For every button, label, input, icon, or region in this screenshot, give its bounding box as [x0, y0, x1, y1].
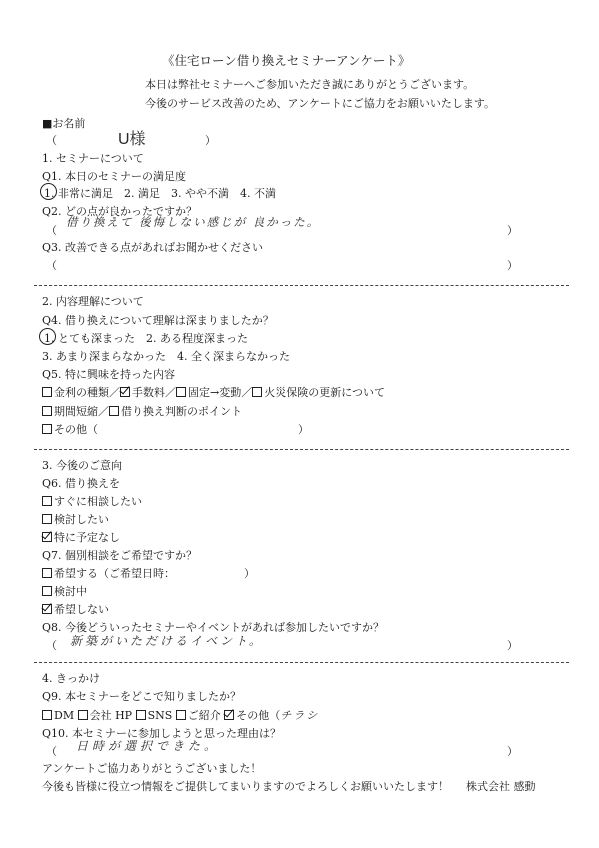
q3-paren-open: （	[46, 259, 57, 272]
q2-paren-open: （	[46, 224, 57, 237]
name-label: ■お名前	[42, 117, 86, 130]
company-name: 株式会社 感動	[466, 780, 536, 793]
q6-option-no-plan	[42, 531, 120, 544]
q5-checkbox-fixed-variable[interactable]	[176, 387, 186, 397]
q9-label-referral: ご紹介	[187, 709, 221, 722]
q10-text: Q10. 本セミナーに参加しようと思った理由は？	[42, 727, 282, 740]
q7-option-considering	[42, 585, 87, 598]
q7-label-want: 希望する（ご希望日時：	[54, 567, 175, 580]
q10-paren-close: ）	[507, 745, 518, 758]
intro-line-1: 本日は弊社セミナーへご参加いただき誠にありがとうございます。	[145, 78, 475, 91]
q9-checkbox-dm[interactable]	[42, 710, 52, 720]
q9-options-row	[42, 709, 319, 722]
divider-1	[34, 285, 569, 286]
closing-text: 今後も皆様に役立つ情報をご提供してまいりますのでよろしくお願いいたします！	[42, 780, 449, 793]
q7-option-not-want	[42, 603, 109, 616]
q5-label-fixed-variable: 固定→変動／	[188, 386, 253, 399]
q9-label-dm: DM	[54, 709, 75, 722]
q5-row-1	[42, 386, 385, 399]
q9-label-hp: 会社 HP	[89, 709, 133, 722]
q7-option-want	[42, 567, 175, 580]
q5-text: Q5. 特に興味を持った内容	[42, 368, 176, 381]
q9-label-sns: SNS	[147, 709, 173, 722]
q7-text: Q7. 個別相談をご希望ですか？	[42, 549, 198, 562]
q2-paren-close: ）	[507, 224, 518, 237]
q8-answer[interactable]: 新築がいただけるイベント。	[70, 634, 264, 648]
intro-line-2: 今後のサービス改善のため、アンケートにご協力をお願いいたします。	[145, 97, 496, 110]
q5-row-3	[42, 423, 98, 436]
q7-want-close: ）	[244, 567, 255, 580]
q6-option-consult	[42, 495, 142, 508]
q6-checkbox-no-plan[interactable]	[42, 532, 52, 542]
q6-label-consult: すぐに相談したい	[54, 495, 142, 508]
name-paren-close: ）	[205, 134, 216, 147]
q2-text: Q2. どの点が良かったですか？	[42, 205, 198, 218]
name-value[interactable]: U様	[118, 131, 146, 148]
q5-row-2	[42, 405, 242, 418]
q7-checkbox-considering[interactable]	[42, 586, 52, 596]
q8-paren-open: （	[46, 639, 57, 652]
section-2-heading: 2. 内容理解について	[42, 295, 144, 308]
divider-3	[34, 662, 569, 663]
q6-option-consider	[42, 513, 109, 526]
q1-text: Q1. 本日のセミナーの満足度	[42, 170, 187, 183]
q4-options-1[interactable]: 1. とても深まった 2. ある程度深まった	[44, 332, 248, 345]
q5-label-other: その他（	[54, 423, 98, 436]
q1-options[interactable]: 1. 非常に満足 2. 満足 3. やや不満 4. 不満	[44, 187, 276, 200]
q5-other-close: ）	[298, 423, 309, 436]
q5-checkbox-rate-type[interactable]	[42, 387, 52, 397]
q10-answer[interactable]: 日時が選択できた。	[76, 739, 221, 753]
q4-options-2[interactable]: 3. あまり深まらなかった 4. 全く深まらなかった	[42, 350, 290, 363]
q9-text: Q9. 本セミナーをどこで知りましたか？	[42, 690, 242, 703]
q5-label-fire-insurance: 火災保険の更新について	[264, 386, 385, 399]
q4-text: Q4. 借り換えについて理解は深まりましたか？	[42, 314, 274, 327]
q5-checkbox-fire-insurance[interactable]	[252, 387, 262, 397]
section-3-heading: 3. 今後のご意向	[42, 459, 122, 472]
q7-label-considering: 検討中	[54, 585, 87, 598]
q9-checkbox-sns[interactable]	[136, 710, 146, 720]
q9-checkbox-hp[interactable]	[78, 710, 88, 720]
name-paren-open: （	[46, 134, 57, 147]
q6-checkbox-consult[interactable]	[42, 496, 52, 506]
section-1-heading: 1. セミナーについて	[42, 152, 144, 165]
divider-2	[34, 449, 569, 450]
q5-label-term-shortening: 期間短縮／	[54, 405, 109, 418]
q2-answer[interactable]: 借り換えて 後悔しない感じが 良かった。	[66, 215, 321, 229]
q5-label-rate-type: 金利の種類／	[54, 386, 120, 399]
page-title: 《住宅ローン借り換えセミナーアンケート》	[162, 53, 411, 68]
q6-checkbox-consider[interactable]	[42, 514, 52, 524]
q5-checkbox-other[interactable]	[42, 424, 52, 434]
q3-paren-close: ）	[507, 259, 518, 272]
q3-text: Q3. 改善できる点があればお聞かせください	[42, 241, 264, 254]
q5-checkbox-fees[interactable]	[120, 387, 130, 397]
q7-checkbox-not-want[interactable]	[42, 604, 52, 614]
q5-label-decision-points: 借り換え判断のポイント	[121, 405, 242, 418]
q7-checkbox-want[interactable]	[42, 568, 52, 578]
q6-text: Q6. 借り換えを	[42, 477, 121, 490]
q9-other-answer[interactable]: チラシ	[280, 709, 320, 722]
q5-checkbox-term-shortening[interactable]	[42, 406, 52, 416]
thanks-text: アンケートご協力ありがとうございました！	[42, 762, 262, 775]
q9-checkbox-referral[interactable]	[176, 710, 186, 720]
section-4-heading: 4. きっかけ	[42, 672, 100, 685]
q7-label-not-want: 希望しない	[54, 603, 109, 616]
q6-label-consider: 検討したい	[54, 513, 109, 526]
q6-label-no-plan: 特に予定なし	[54, 531, 120, 544]
q8-paren-close: ）	[507, 639, 518, 652]
q10-paren-open: （	[46, 745, 57, 758]
q9-checkbox-other[interactable]	[224, 710, 234, 720]
q8-text: Q8. 今後どういったセミナーやイベントがあれば参加したいですか？	[42, 621, 385, 634]
q5-label-fees: 手数料／	[132, 386, 176, 399]
q5-checkbox-decision-points[interactable]	[109, 406, 119, 416]
q9-label-other: その他（	[236, 709, 281, 722]
